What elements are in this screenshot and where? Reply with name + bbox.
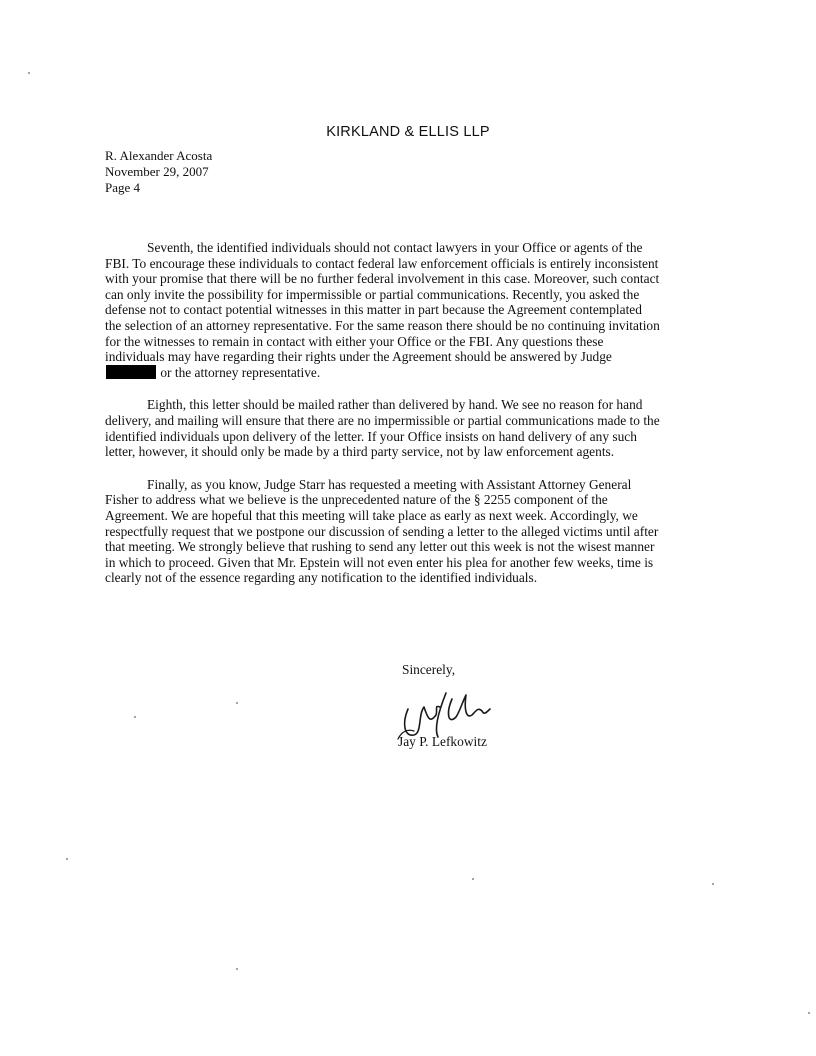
letterhead: KIRKLAND & ELLIS LLP [326,124,490,140]
paragraph-finally: Finally, as you know, Judge Starr has requested a meeting with Assistant Attorney General Fisher to address what we believe is the unprecedented nature of the § 2255 component of the Agreement. We are hopeful that this meeting will take place as early as next week. Accordingly, we respectfully request that we postpone our discussion of sending a letter to the alleged victims until after that meeting. We strongly believe that rushing to send any letter out this week is not the wisest manner in which to proceed. Given that Mr. Epstein will not even enter his plea for another few weeks, time is clearly not of the essence regarding any notification to the identified individuals. [105,476,659,586]
closing: Sincerely, [402,662,456,677]
scan-speck [808,1012,810,1014]
paragraph-seventh-tail: or the attorney representative. [157,364,321,380]
recipient-name: R. Alexander Acosta [105,148,213,163]
scan-speck [28,72,30,74]
scan-speck [236,702,238,704]
signer-name: Jay P. Lefkowitz [398,734,487,749]
scan-speck [134,716,136,718]
letter-date: November 29, 2007 [105,164,209,179]
letter-body [105,240,661,603]
recipient-block [105,148,212,196]
redaction-box [106,365,156,379]
scan-speck [712,883,714,885]
page-number: Page 4 [105,180,141,195]
scan-speck [66,858,68,860]
scan-speck [236,968,238,970]
paragraph-eighth: Eighth, this letter should be mailed rather than delivered by hand. We see no reason for hand delivery, and mailing will ensure that there are no impermissible or partial communications made to the identified individuals upon delivery of the letter. If your Office insists on hand delivery of any such letter, however, it should only be made by a third party service, not by law enforcement agents. [105,397,660,460]
paragraph-seventh [105,240,661,380]
paragraph-seventh-text: Seventh, the identified individuals should not contact lawyers in your Office or agents of the FBI. To encourage these individuals to contact federal law enforcement officials is entirely inconsistent with your promise that there will be no further federal involvement in this case. Moreover, such contact can only invite the possibility for impermissible or partial communications. Recently, you asked the defense not to contact potential witnesses in this matter in part because the Agreement contemplated the selection of an attorney representative. For the same reason there should be no continuing invitation for the witnesses to remain in contact with either your Office or the FBI. Any questions these individuals may have regarding their rights under the Agreement should be answered by Judge [105,240,660,365]
scan-speck [472,878,474,880]
